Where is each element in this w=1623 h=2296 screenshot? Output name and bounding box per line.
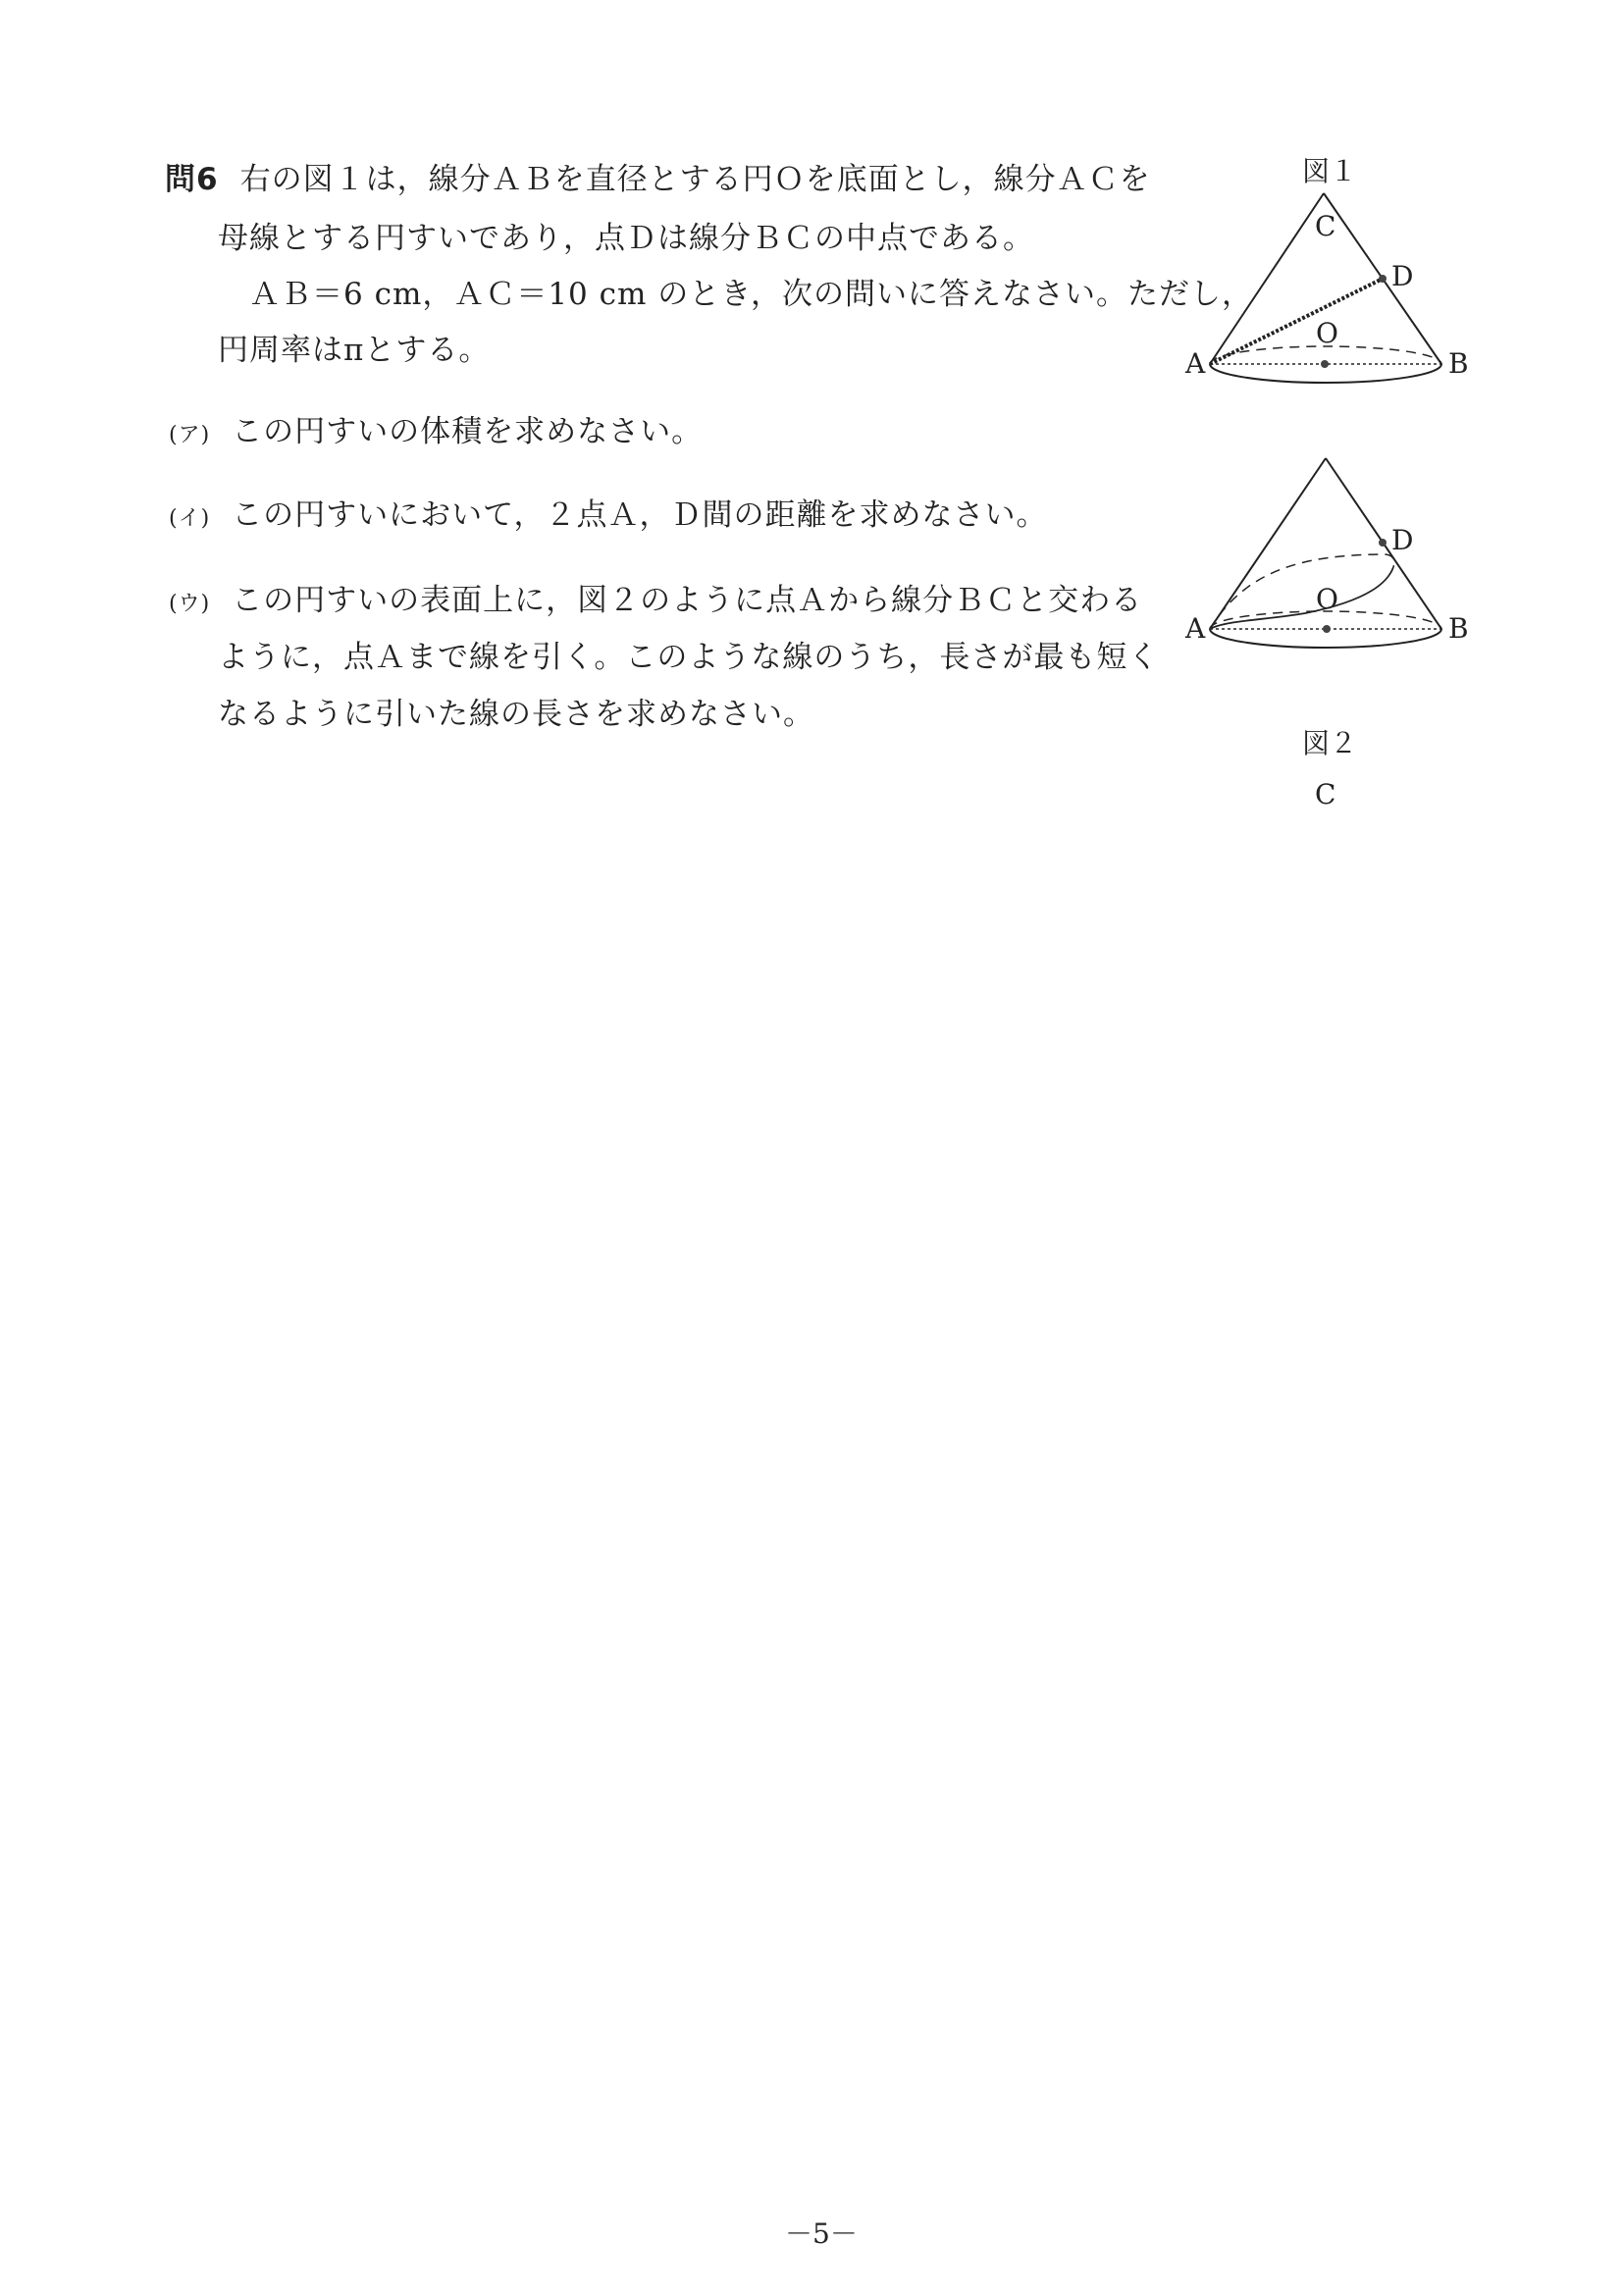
intro-line-2: 母線とする円すいであり，点Ｄは線分ＢＣの中点である。 — [218, 221, 1034, 256]
fig2-visible-path — [1210, 567, 1393, 629]
fig2-line-ac — [1210, 458, 1326, 629]
fig1-point-d — [1379, 275, 1387, 283]
fig2-label-c: C — [1315, 778, 1336, 810]
fig2-point-d — [1379, 539, 1387, 547]
intro-line-4: 円周率はπとする。 — [218, 333, 491, 368]
part-c: (ウ) この円すいの表面上に，図２のように点Ａから線分ＢＣと交わる — [169, 583, 1143, 618]
part-b-mark: (イ) — [169, 506, 211, 531]
fig1-label-o: O — [1316, 317, 1338, 349]
fig2-label-a: A — [1185, 612, 1206, 645]
fig2-label-o: O — [1316, 583, 1338, 615]
fig2-label-d: D — [1391, 524, 1414, 556]
figure-2-title: 図２ — [1302, 727, 1358, 759]
fig1-point-o — [1321, 360, 1329, 368]
part-c-mark: (ウ) — [169, 592, 211, 616]
question-number: 問6 — [165, 162, 219, 197]
fig1-segment-ad — [1210, 279, 1383, 364]
fig2-label-b: B — [1448, 612, 1469, 645]
fig1-line-ac — [1210, 193, 1324, 364]
fig2-point-o — [1323, 625, 1331, 633]
part-b: (イ) この円すいにおいて，２点Ａ，Ｄ間の距離を求めなさい。 — [169, 497, 1048, 533]
page-number: －5－ — [785, 2218, 858, 2250]
fig1-label-d: D — [1391, 260, 1414, 292]
intro-line-1: 問6 右の図１は，線分ＡＢを直径とする円Ｏを底面とし，線分ＡＣを — [165, 162, 1151, 197]
part-c-line-3: なるように引いた線の長さを求めなさい。 — [218, 697, 814, 732]
fig2-hidden-path — [1210, 554, 1394, 629]
part-c-line-2: ように，点Ａまで線を引く。このような線のうち，長さが最も短く — [218, 640, 1160, 675]
intro-line-3: ＡＢ＝6 cm，ＡＣ＝10 cm のとき，次の問いに答えなさい。ただし， — [249, 277, 1254, 312]
fig1-label-c: C — [1315, 210, 1336, 242]
fig1-label-b: B — [1448, 347, 1469, 380]
part-a-mark: (ア) — [169, 423, 211, 447]
part-a: (ア) この円すいの体積を求めなさい。 — [169, 414, 704, 449]
fig1-label-a: A — [1185, 347, 1206, 380]
figure-1-title: 図１ — [1302, 155, 1358, 187]
